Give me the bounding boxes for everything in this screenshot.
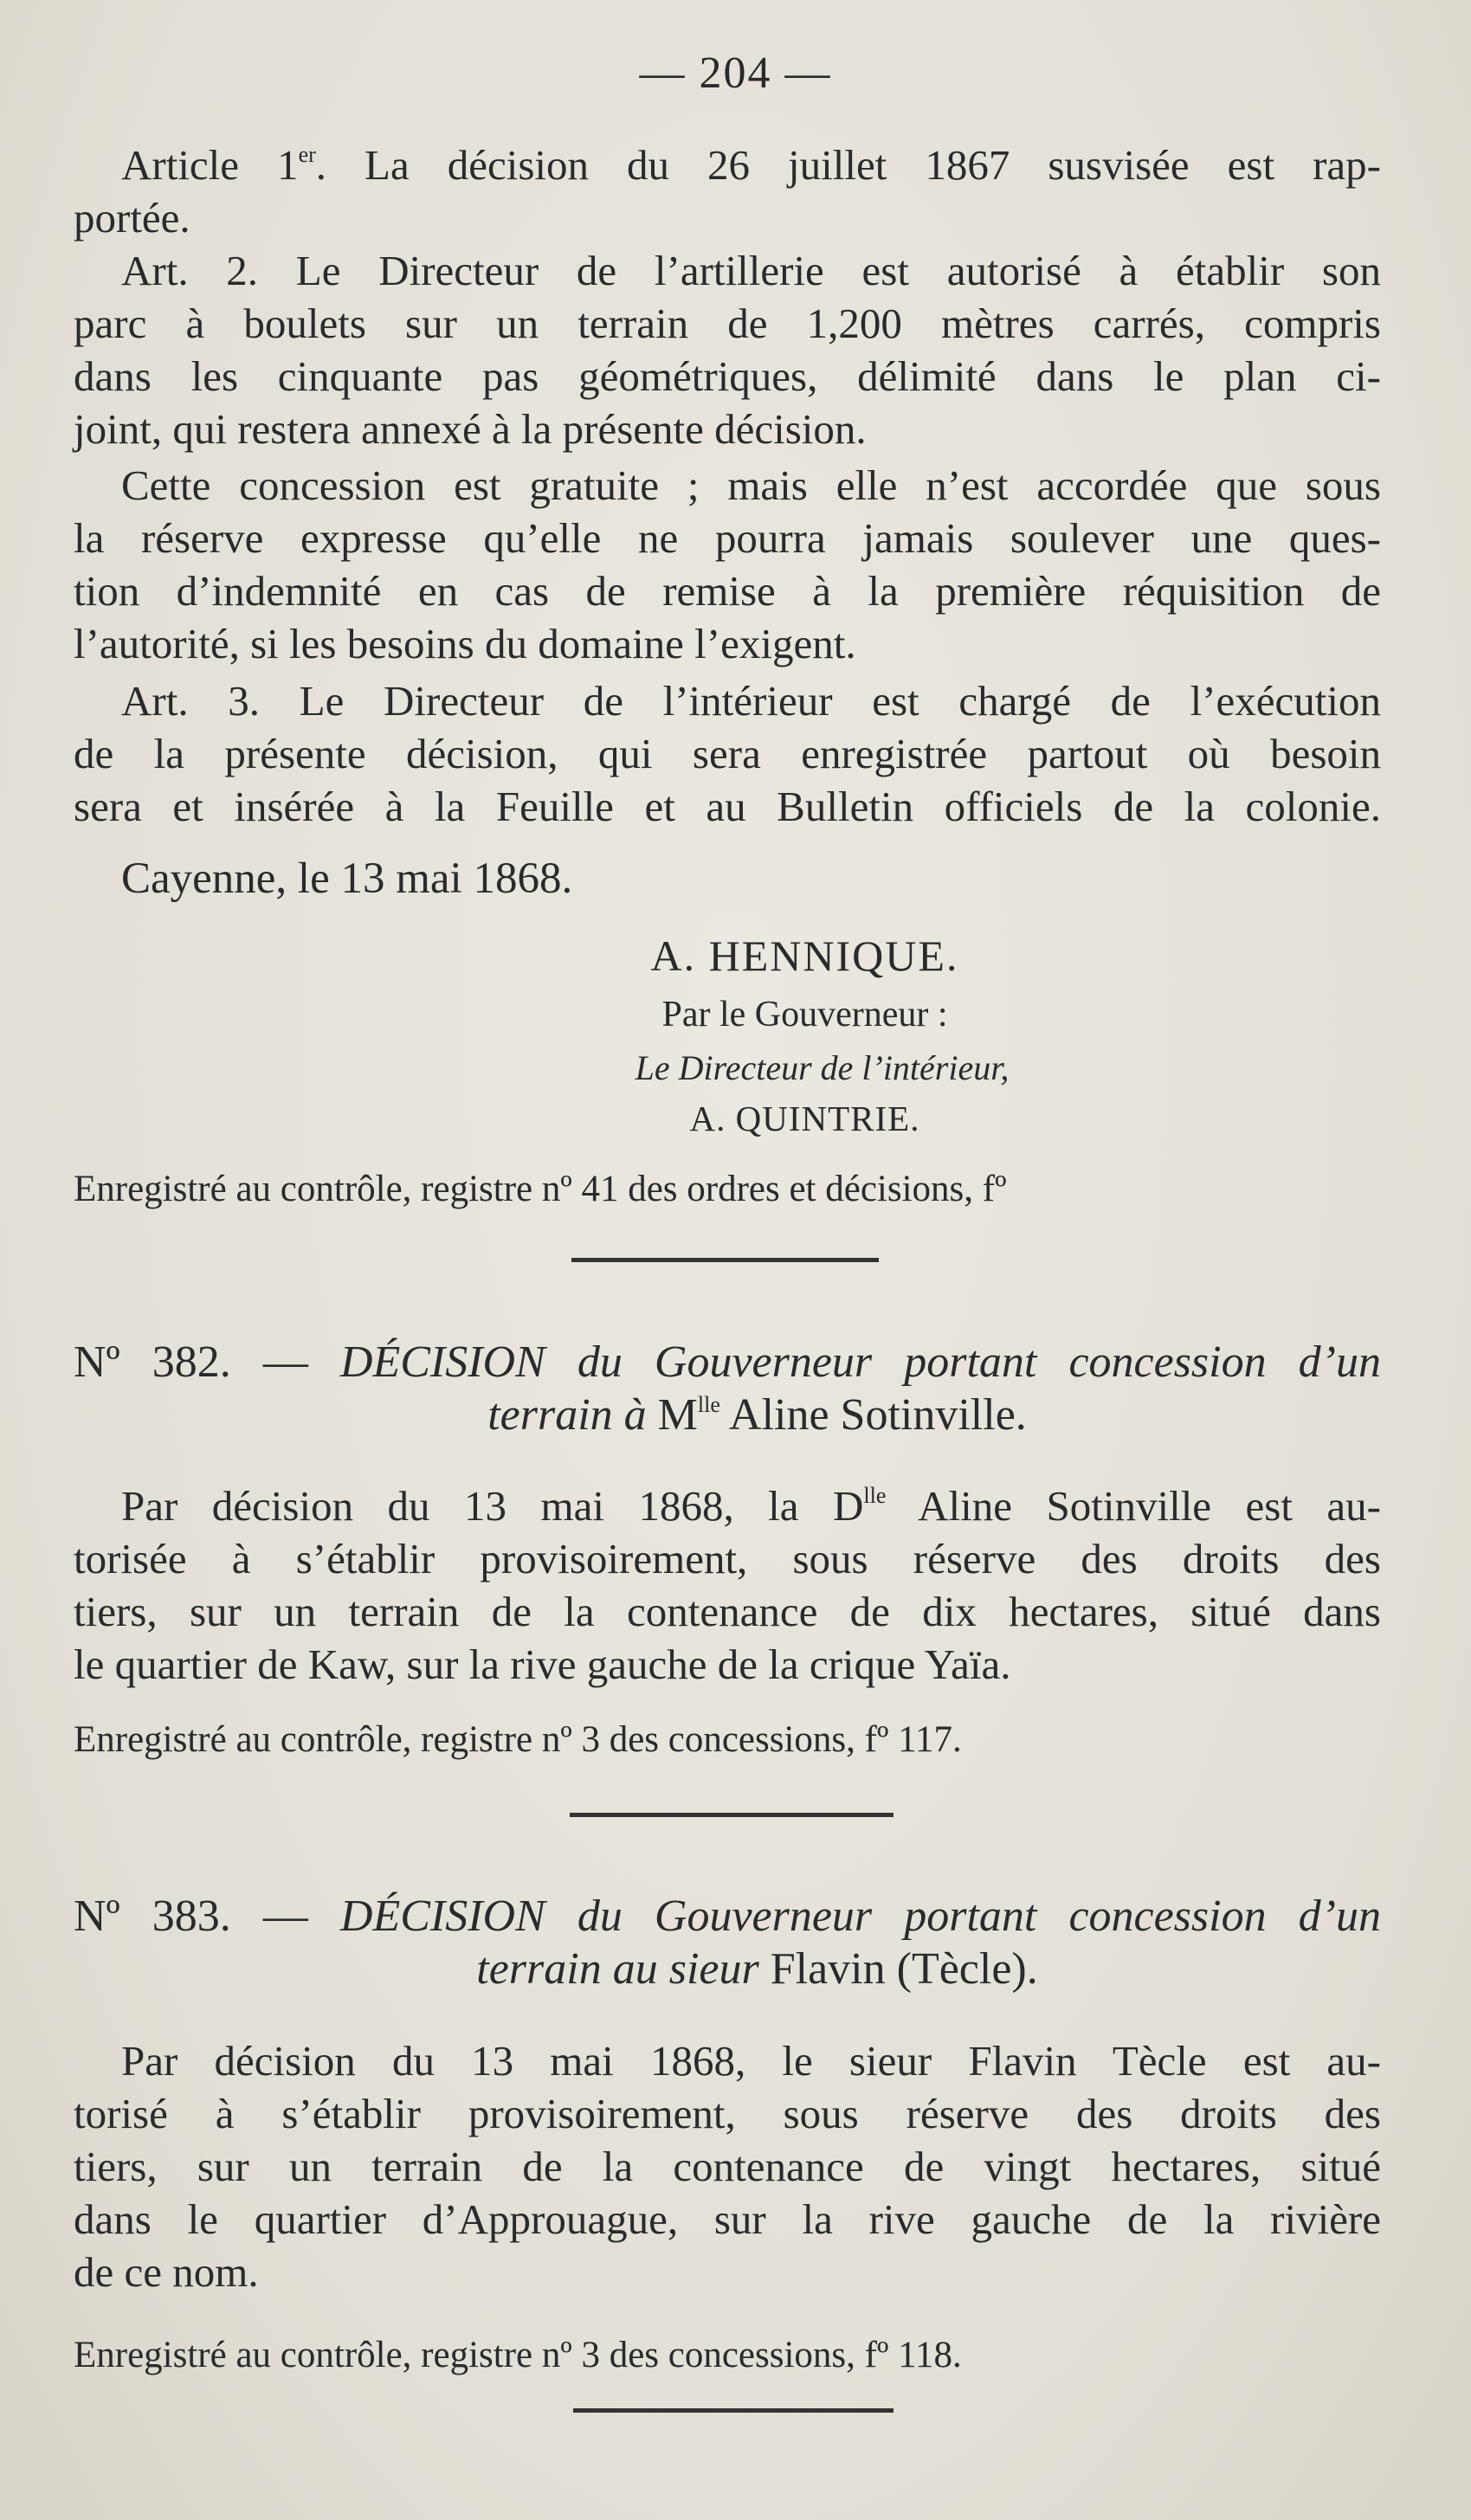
page-number: — 204 — [639,48,832,98]
article-3-line-3: sera et insérée à la Feuille et au Bulletin officiels de la colonie. [74,783,1381,830]
directeur-interieur: Le Directeur de l’intérieur, [635,1048,1010,1087]
decision-382-body-line-3: tiers, sur un terrain de la contenance de dix hectares, situé dans [74,1588,1381,1635]
signature-director: A. QUINTRIE. [689,1099,920,1138]
decision-383-title-line-2 [0,1943,1471,1995]
decision-382-name: Aline Sotinville. [719,1390,1027,1440]
article-2-line-2: parc à boulets sur un terrain de 1,200 mètres carrés, compris [74,300,1381,347]
decision-382-body-start: Par décision du 13 mai 1868, la D [121,1482,864,1530]
article-3-line-1: Art. 3. Le Directeur de l’intérieur est chargé de l’exécution [121,677,1381,725]
decision-382-mlle-sup: lle [697,1392,720,1417]
decision-383-body-line-2: torisé à s’établir provisoirement, sous réserve des droits des [74,2090,1381,2137]
article-1-label: Article 1 [121,141,299,189]
signature-governor: A. HENNIQUE. [650,931,959,980]
decision-383-body-line-3: tiers, sur un terrain de la contenance de vingt hectares, situé [74,2143,1381,2190]
decision-382-title-line-2 [0,1389,1471,1440]
separator-rule-1 [571,1258,879,1262]
paragraph-3-line-3: tion d’indemnité en cas de remise à la première réquisition de [74,567,1381,615]
article-1-line-2: portée. [74,194,190,242]
decision-383-title-italic: DÉCISION du Gouverneur portant concession d’un [339,1892,1381,1941]
separator-rule-3 [573,2408,894,2413]
decision-382-title-italic: DÉCISION du Gouverneur portant concession d’un [339,1337,1381,1387]
paragraph-3-line-1: Cette concession est gratuite ; mais elle n’est accordée que sous [121,461,1381,509]
decision-383-body-line-5: de ce nom. [74,2248,259,2296]
paragraph-3-line-2: la réserve expresse qu’elle ne pourra jamais soulever une ques- [74,514,1381,562]
decision-382-registry: Enregistré au contrôle, registre nº 3 des concessions, fº 117. [74,1719,962,1760]
decision-383-terrain: terrain au sieur [476,1944,771,1994]
article-1-line-1 [74,139,1381,191]
separator-rule-2 [570,1813,894,1817]
decision-383-number: Nº 383. — [74,1892,340,1941]
article-2-line-3: dans les cinquante pas géométriques, délimité dans le plan ci- [74,352,1381,400]
decision-382-mlle: M [657,1390,698,1440]
decision-382-terrain: terrain à [487,1390,658,1440]
decision-382-body-sup: lle [863,1483,887,1508]
article-3-line-2: de la présente décision, qui sera enregistrée partout où besoin [74,730,1381,777]
decision-382-body-line-4: le quartier de Kaw, sur la rive gauche de la crique Yaïa. [74,1640,1011,1688]
registry-line-1: Enregistré au contrôle, registre nº 41 des ordres et décisions, fº [74,1169,1007,1209]
article-2-line-1: Art. 2. Le Directeur de l’artillerie est autorisé à établir son [121,247,1381,294]
paragraph-3-line-4: l’autorité, si les besoins du domaine l’exigent. [74,620,856,667]
decision-382-body-line-1 [74,1479,1381,1532]
par-le-gouverneur: Par le Gouverneur : [661,995,948,1034]
decision-382-title-line-1 [74,1336,1381,1389]
date-line: Cayenne, le 13 mai 1868. [121,854,573,903]
decision-383-title-line-1 [74,1890,1381,1943]
article-1-text: . La décision du 26 juillet 1867 susvisée est rap- [315,141,1381,189]
decision-382-number: Nº 382. — [74,1337,340,1387]
decision-382-body-end: Aline Sotinville est au- [886,1482,1381,1530]
decision-382-body-line-2: torisée à s’établir provisoirement, sous réserve des droits des [74,1535,1381,1582]
decision-383-name: Flavin (Tècle). [770,1944,1038,1994]
article-2-line-4: joint, qui restera annexé à la présente décision. [74,405,867,453]
decision-383-registry: Enregistré au contrôle, registre nº 3 des concessions, fº 118. [74,2335,962,2375]
decision-383-body-line-1: Par décision du 13 mai 1868, le sieur Flavin Tècle est au- [121,2037,1381,2085]
decision-383-body-line-4: dans le quartier d’Approuague, sur la rive gauche de la rivière [74,2195,1381,2243]
article-1-sup: er [298,142,316,167]
